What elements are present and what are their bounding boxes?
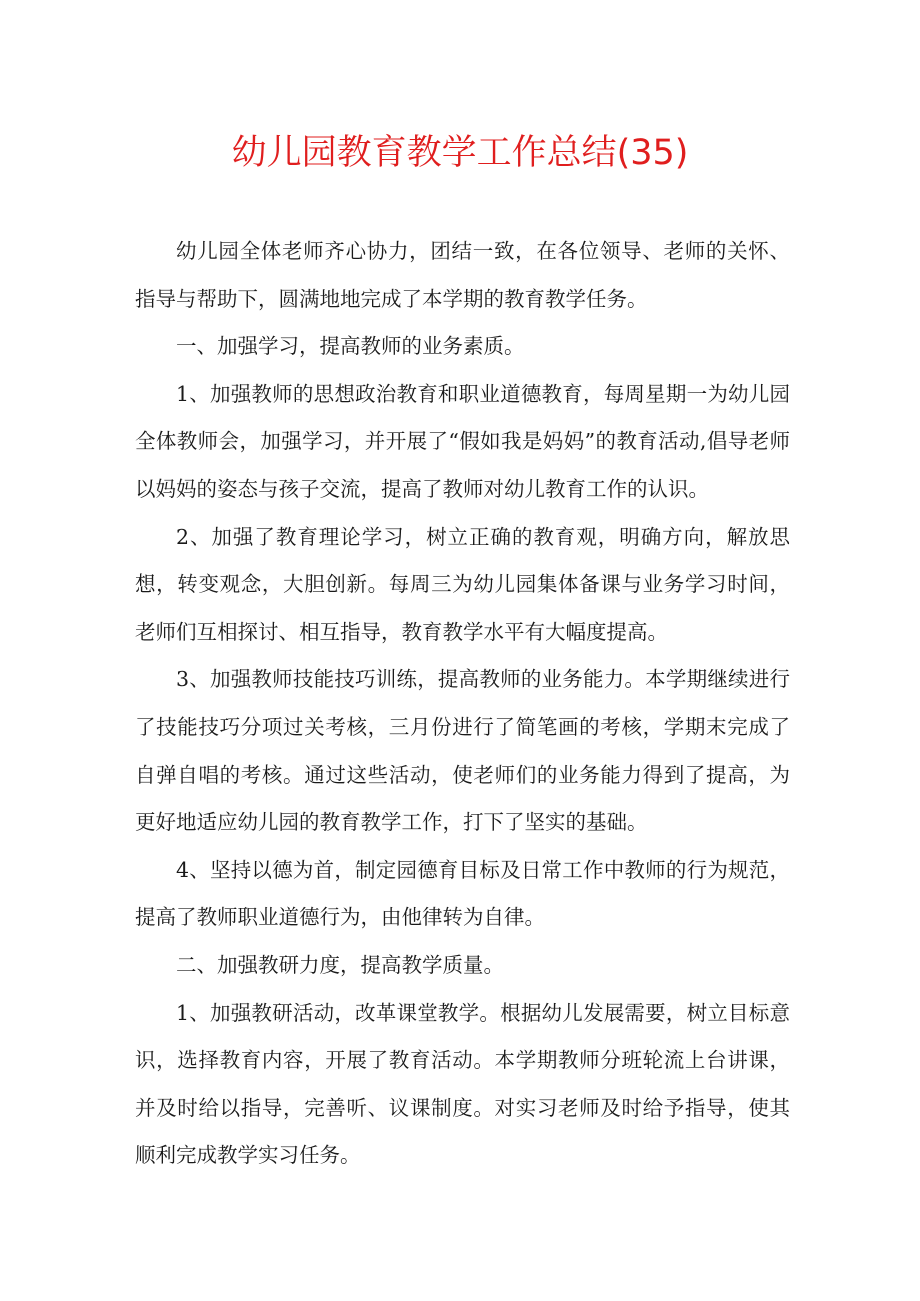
paragraph-2-1: 1、加强教研活动，改革课堂教学。根据幼儿发展需要，树立目标意识，选择教育内容，开展了教育活动。本学期教师分班轮流上台讲课，并及时给以指导，完善听、议课制度。对实习老师及时给予指导，使其顺利完成教学实习任务。 [135, 1000, 790, 1168]
section-heading-1: 一、加强学习，提高教师的业务素质。 [176, 334, 525, 359]
paragraph-1-3: 3、加强教师技能技巧训练，提高教师的业务能力。本学期继续进行了技能技巧分项过关考核，三月份进行了简笔画的考核，学期末完成了自弹自唱的考核。通过这些活动，使老师们的业务能力得到了提高，为更好地适应幼儿园的教育教学工作，打下了坚实的基础。 [135, 667, 790, 835]
paragraph-intro: 幼儿园全体老师齐心协力，团结一致，在各位领导、老师的关怀、指导与帮助下，圆满地地完成了本学期的教育教学任务。 [135, 239, 790, 311]
paragraph-1-2: 2、加强了教育理论学习，树立正确的教育观，明确方向，解放思想，转变观念，大胆创新。每周三为幼儿园集体备课与业务学习时间，老师们互相探讨、相互指导，教育教学水平有大幅度提高。 [135, 524, 790, 644]
document-body [135, 228, 790, 1180]
paragraph-1-1: 1、加强教师的思想政治教育和职业道德教育，每周星期一为幼儿园全体教师会，加强学习，并开展了“假如我是妈妈”的教育活动,倡导老师以妈妈的姿态与孩子交流，提高了教师对幼儿教育工作的认识。 [135, 381, 790, 501]
document-title: 幼儿园教育教学工作总结(35) [231, 133, 689, 173]
section-heading-2: 二、加强教研力度，提高教学质量。 [176, 952, 504, 977]
paragraph-1-4: 4、坚持以德为首，制定园德育目标及日常工作中教师的行为规范，提高了教师职业道德行为，由他律转为自律。 [135, 857, 790, 930]
